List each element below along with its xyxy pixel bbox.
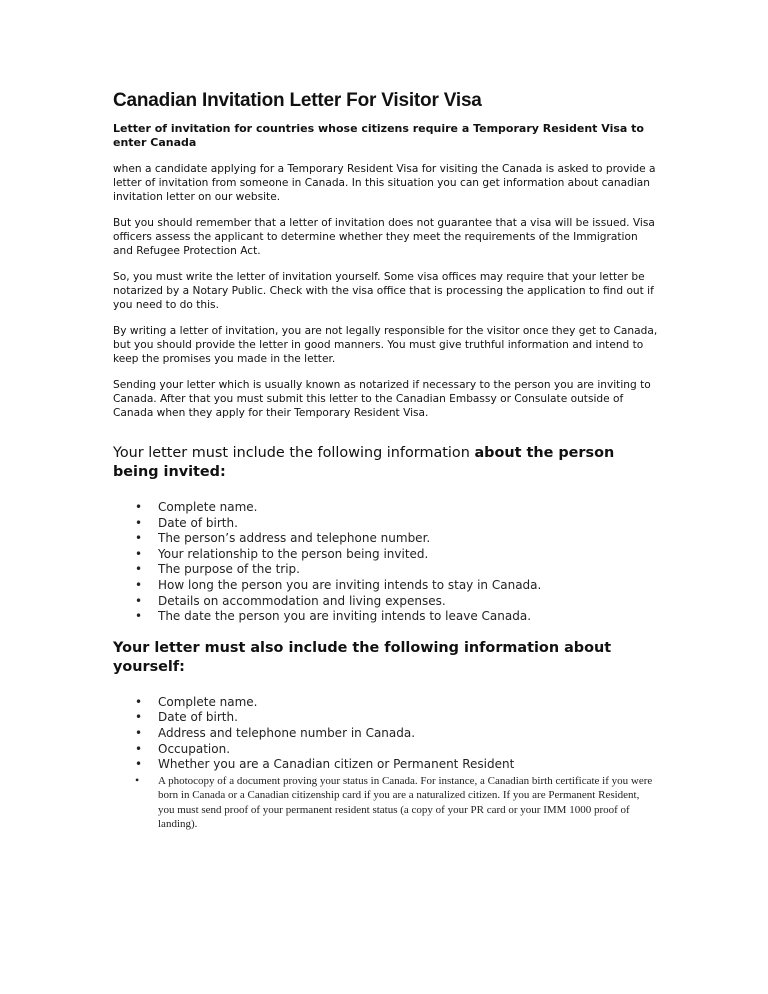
bullet-icon: •: [135, 609, 143, 624]
list-item: • Details on accommodation and living expenses.: [135, 593, 446, 608]
bullet-icon: •: [135, 593, 143, 608]
bullet-icon: •: [135, 562, 143, 577]
bullet-icon: •: [135, 725, 143, 740]
paragraph-5: Sending your letter which is usually known as notarized if necessary to the person you are inviting to Canada. After that you must submit this letter to the Canadian Embassy or Consulate outside of Canada when they apply for their Temporary Resident Visa.: [113, 379, 651, 419]
bullet-icon: •: [135, 772, 140, 787]
paragraph-1: when a candidate applying for a Temporary Resident Visa for visiting the Canada is asked to provide a letter of invitation from someone in Canada. In this situation you can get information about canadian invitation letter on our website.: [113, 163, 656, 203]
list-item: • Complete name.: [135, 500, 258, 514]
section-heading-invitee-normal: Your letter must include the following information: [113, 445, 475, 461]
list-item: • How long the person you are inviting intends to stay in Canada.: [135, 577, 542, 592]
list-item: • The person’s address and telephone number.: [135, 531, 431, 546]
document-page: [113, 88, 658, 831]
list-item: • A photocopy of a document proving your status in Canada. For instance, a Canadian birth certificate if you were born in Canada or a Canadian citizenship card if you are a naturalized citizen. If you are Permanent Resident, you must send proof of your permanent resident status (a copy of your PR card or your IMM 1000 proof of landing).: [135, 772, 653, 830]
paragraph-4: By writing a letter of invitation, you are not legally responsible for the visitor once they get to Canada, but you should provide the letter in good manners. You must give truthful information and intend to keep the promises you made in the letter.: [113, 325, 658, 365]
paragraph-2: But you should remember that a letter of invitation does not guarantee that a visa will be issued. Visa officers assess the applicant to determine whether they meet the requirements of the Immigration and Refugee Protection Act.: [113, 217, 655, 257]
page-title: Canadian Invitation Letter For Visitor Visa: [113, 90, 482, 111]
bullet-icon: •: [135, 531, 143, 546]
list-item: • The purpose of the trip.: [135, 562, 300, 577]
list-item: • Occupation.: [135, 741, 231, 756]
list-item: • Your relationship to the person being invited.: [135, 546, 429, 561]
list-item: • Whether you are a Canadian citizen or Permanent Resident: [135, 757, 515, 772]
bullet-icon: •: [135, 546, 143, 561]
page-subtitle: Letter of invitation for countries whose citizens require a Temporary Resident Visa to enter Canada: [113, 122, 644, 149]
bullet-icon: •: [135, 694, 143, 709]
bullet-icon: •: [135, 515, 143, 530]
yourself-info-list: [113, 695, 658, 832]
list-item: • Address and telephone number in Canada.: [135, 725, 416, 740]
bullet-icon: •: [135, 577, 143, 592]
invitee-info-list: [113, 500, 658, 625]
bullet-icon: •: [135, 741, 143, 756]
bullet-icon: •: [135, 500, 143, 514]
paragraph-3: So, you must write the letter of invitation yourself. Some visa offices may require that your letter be notarized by a Notary Public. Check with the visa office that is processing the application to find out if you need to do this.: [113, 271, 654, 311]
list-item: • The date the person you are inviting intends to leave Canada.: [135, 609, 532, 624]
list-item: • Complete name.: [135, 694, 258, 709]
section-heading-invitee: [113, 444, 658, 482]
section-heading-yourself: Your letter must also include the following information about yourself:: [113, 639, 612, 675]
section-heading-invitee-bold: about the person being invited:: [113, 445, 615, 480]
list-item: • Date of birth.: [135, 515, 238, 530]
bullet-icon: •: [135, 710, 143, 725]
bullet-icon: •: [135, 757, 143, 772]
list-item: • Date of birth.: [135, 710, 238, 725]
